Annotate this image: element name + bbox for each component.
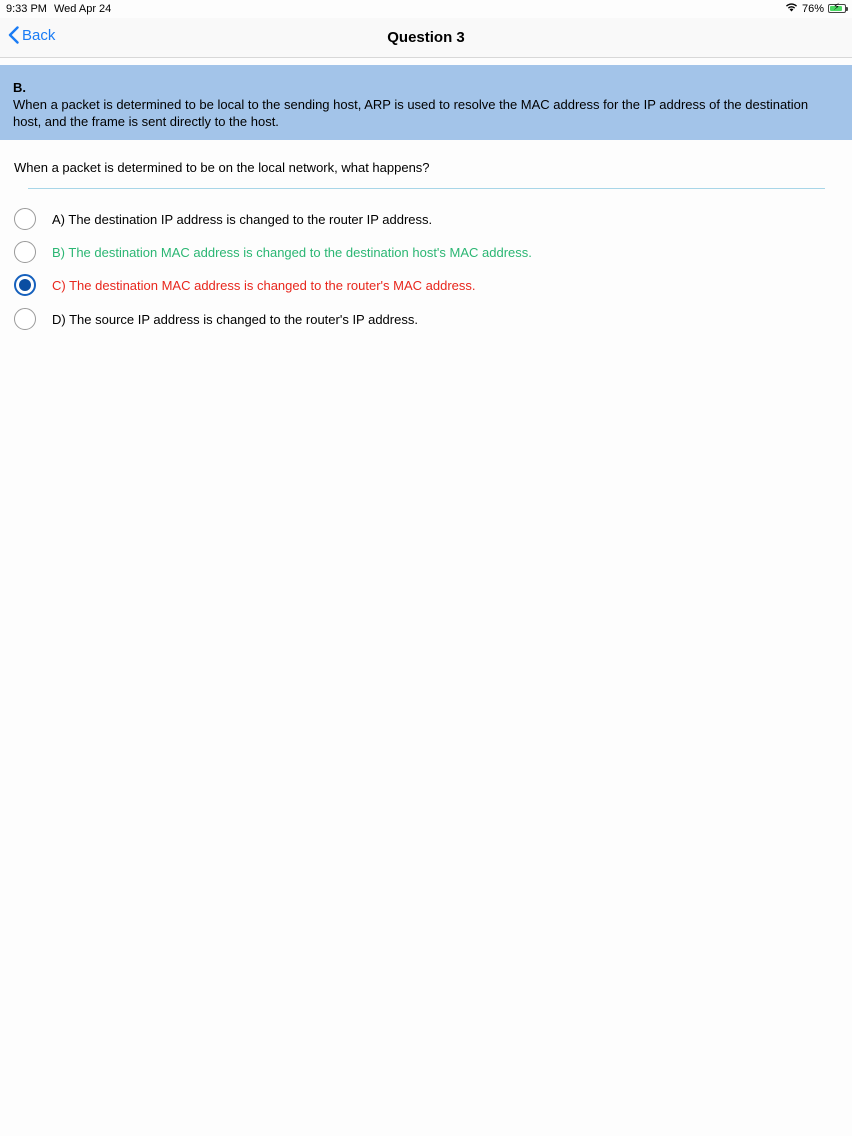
- bolt-icon: ⚡: [833, 2, 841, 13]
- question-text: When a packet is determined to be on the local network, what happens?: [14, 160, 430, 175]
- back-label: Back: [22, 26, 56, 44]
- option-d-label: D) The source IP address is changed to the router's IP address.: [52, 311, 418, 327]
- radio-selected-dot: [19, 279, 31, 291]
- divider: [28, 188, 825, 189]
- answer-explanation: When a packet is determined to be local to the sending host, ARP is used to resolve the MAC address for the IP address of the destination host, and the frame is sent directly to the host.: [13, 97, 809, 129]
- battery-percent: 76%: [801, 2, 824, 15]
- radio-button-d[interactable]: [14, 308, 36, 330]
- navigation-bar: [0, 18, 852, 58]
- option-b[interactable]: [14, 241, 532, 263]
- wifi-icon: [785, 2, 798, 15]
- answer-banner: [0, 65, 852, 140]
- radio-button-c[interactable]: [14, 274, 36, 296]
- battery-icon: [828, 4, 846, 13]
- status-right-group: [785, 2, 846, 15]
- option-d[interactable]: [14, 308, 418, 330]
- radio-button-b[interactable]: [14, 241, 36, 263]
- status-time: 9:33 PM: [6, 3, 47, 15]
- option-c[interactable]: [14, 274, 476, 296]
- status-date: Wed Apr 24: [54, 3, 112, 15]
- option-b-label: B) The destination MAC address is changed to the destination host's MAC address.: [52, 244, 532, 260]
- option-a-label: A) The destination IP address is changed to the router IP address.: [52, 211, 433, 227]
- option-a[interactable]: [14, 208, 432, 230]
- status-bar: [0, 0, 852, 18]
- radio-button-a[interactable]: [14, 208, 36, 230]
- correct-answer-letter: B.: [13, 80, 26, 95]
- option-c-label: C) The destination MAC address is changed to the router's MAC address.: [52, 277, 476, 293]
- page-title: Question 3: [387, 29, 465, 46]
